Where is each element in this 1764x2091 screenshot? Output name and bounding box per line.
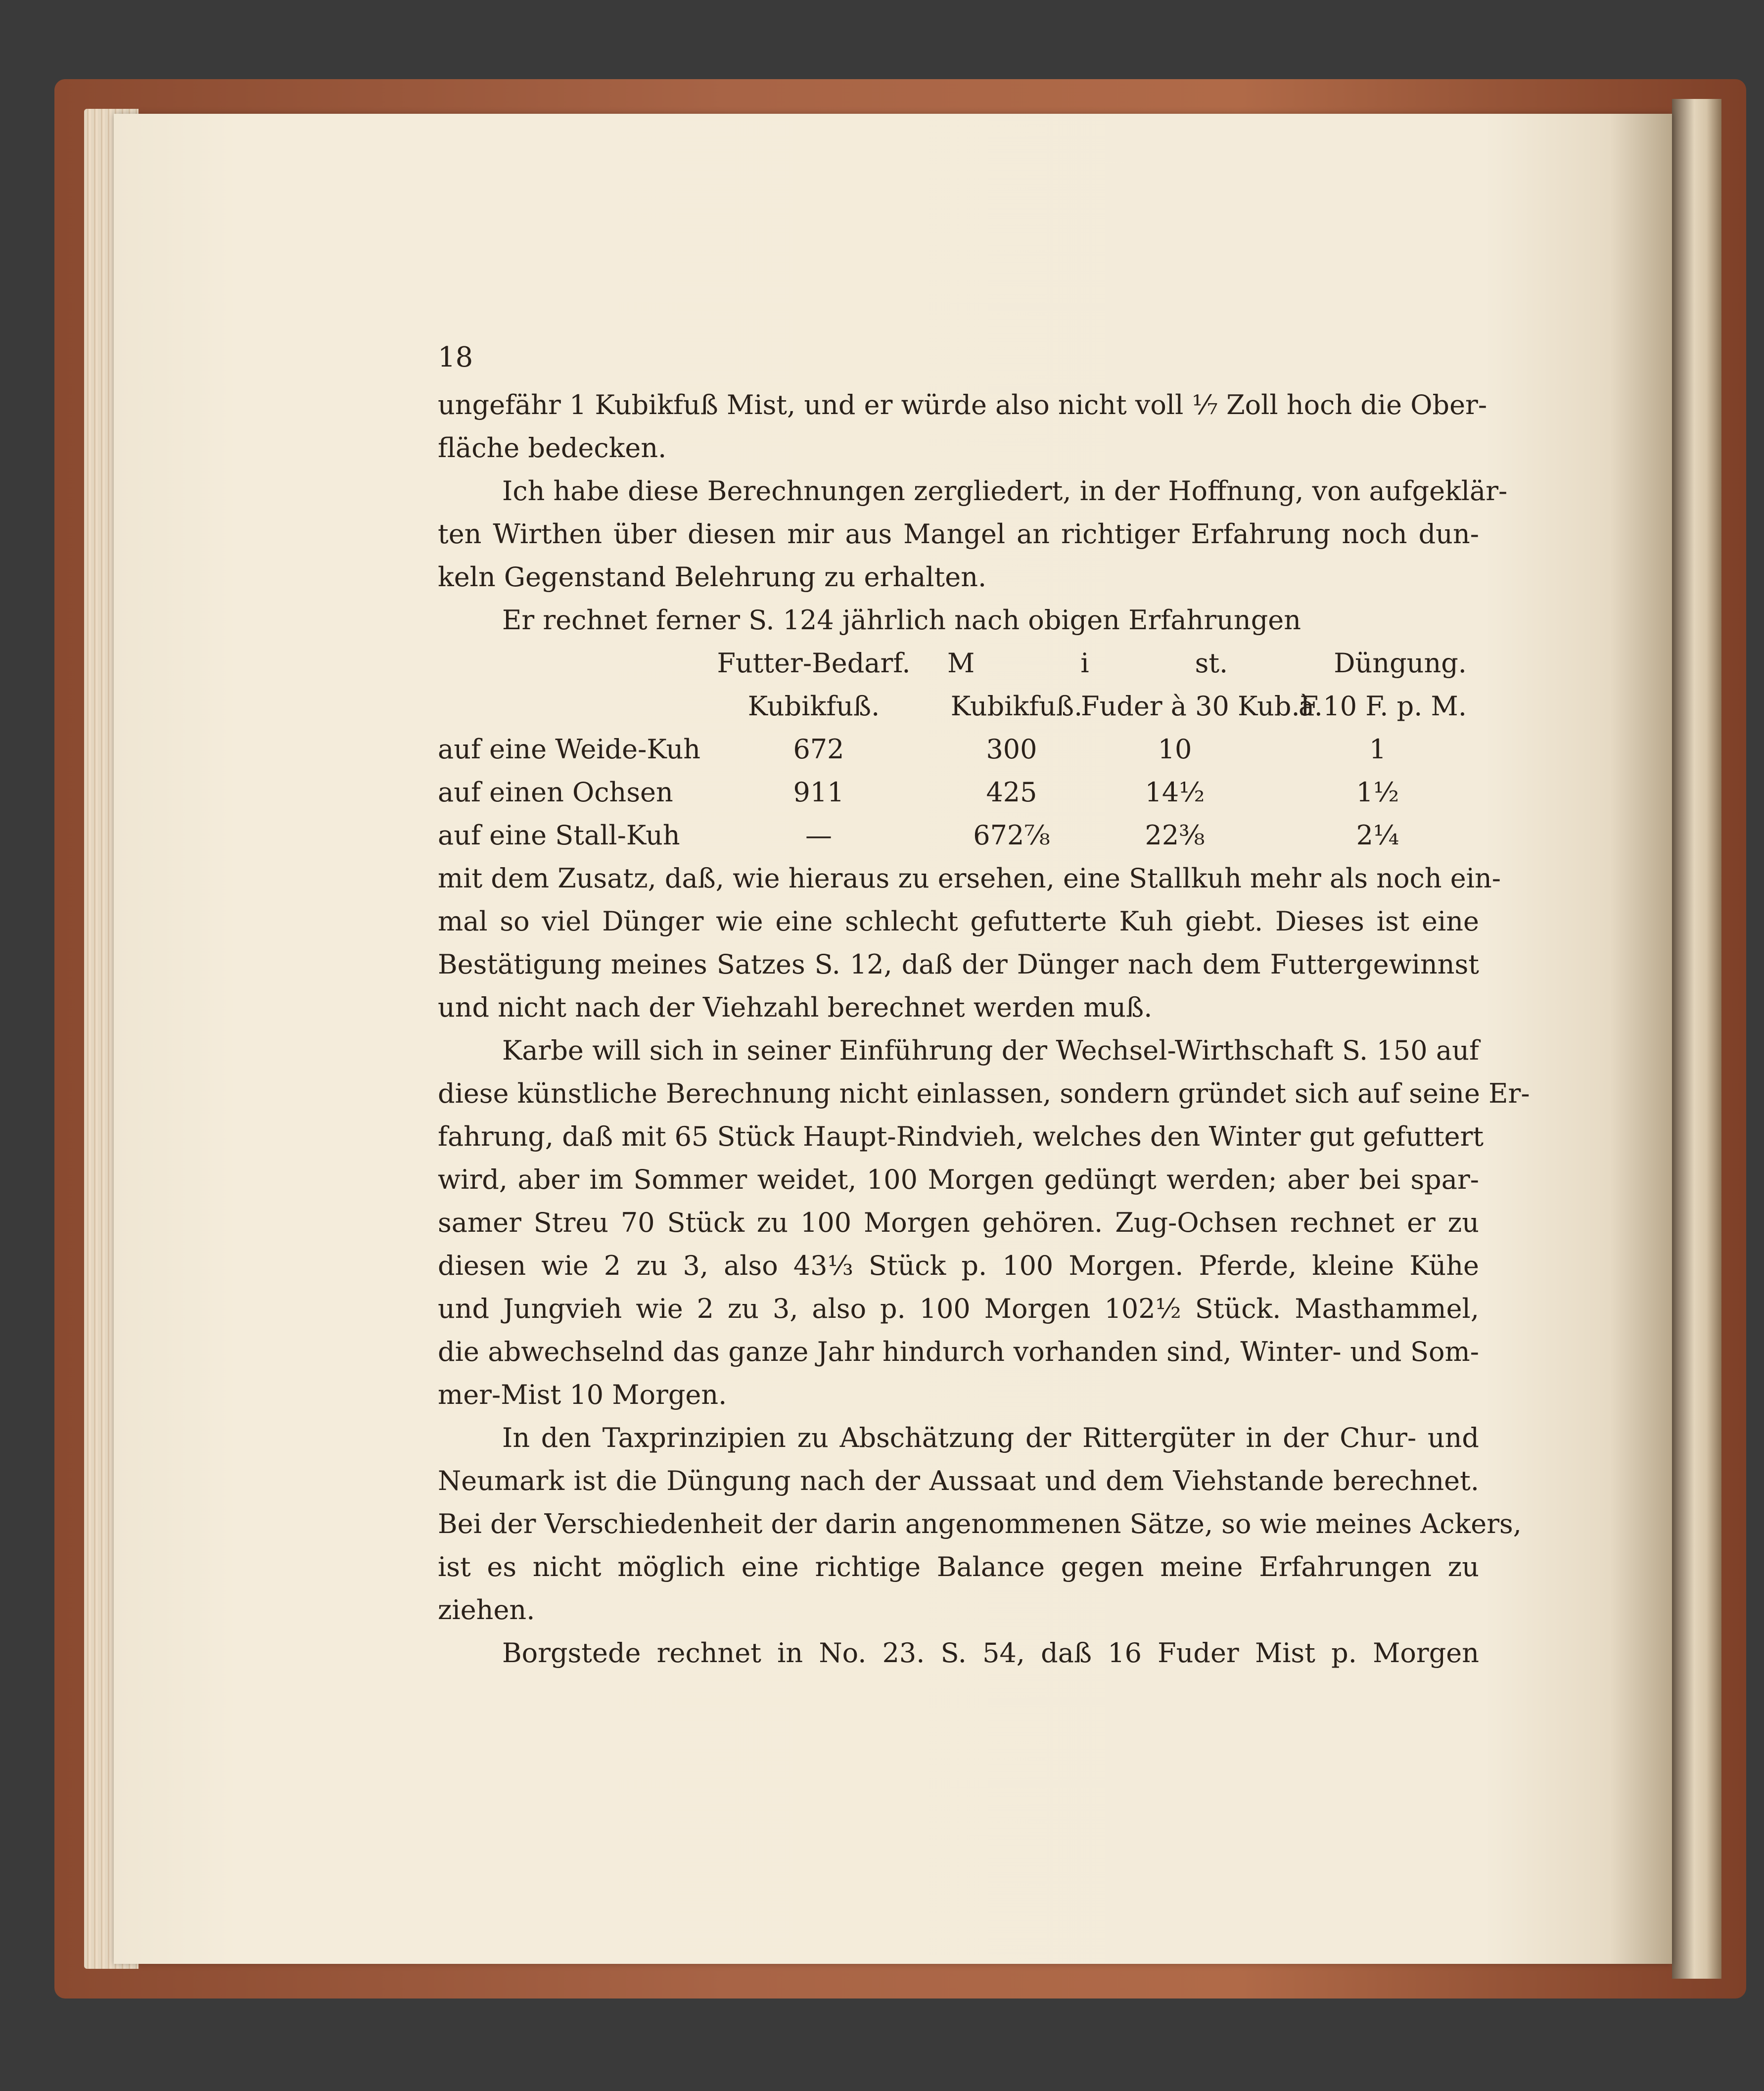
col-mist-m: M [947, 648, 975, 679]
text-line: ziehen. [438, 1594, 535, 1626]
cell-duengung: 1 [1369, 734, 1387, 765]
text-line: die abwechselnd das ganze Jahr hindurch vorhanden sind, Winter- und Som- [438, 1336, 1479, 1367]
cell-fuder: 14½ [1145, 777, 1205, 808]
text-line: Karbe will sich in seiner Einführung der Wechsel-Wirthschaft S. 150 auf [502, 1035, 1479, 1066]
text-line: Bestätigung meines Satzes S. 12, daß der Dünger nach dem Futtergewinnst [438, 949, 1479, 980]
text-line: wird, aber im Sommer weidet, 100 Morgen gedüngt werden; aber bei spar- [438, 1164, 1479, 1195]
unit-duengung: à 10 F. p. M. [1299, 691, 1467, 722]
text-line: mer-Mist 10 Morgen. [438, 1379, 727, 1410]
text-line: mit dem Zusatz, daß, wie hieraus zu ersehen, eine Stallkuh mehr als noch ein- [438, 863, 1501, 894]
text-line: samer Streu 70 Stück zu 100 Morgen gehören. Zug-Ochsen rechnet er zu [438, 1207, 1479, 1238]
text-line: ist es nicht möglich eine richtige Balance gegen meine Erfahrungen zu [438, 1551, 1479, 1582]
cell-fuder: 10 [1158, 734, 1192, 765]
text-line: Ich habe diese Berechnungen zergliedert, in der Hoffnung, von aufgeklär- [502, 475, 1508, 507]
text-line: diese künstliche Berechnung nicht einlassen, sondern gründet sich auf seine Er- [438, 1078, 1530, 1109]
text-line: ten Wirthen über diesen mir aus Mangel an richtiger Erfahrung noch dun- [438, 518, 1479, 550]
cell-futter: 672 [793, 734, 844, 765]
text-line: Bei der Verschiedenheit der darin angenommenen Sätze, so wie meines Ackers, [438, 1508, 1522, 1539]
unit-fuder: Fuder à 30 Kub.F. [1081, 691, 1323, 722]
table-row [438, 814, 1479, 857]
cell-futter: 911 [793, 777, 844, 808]
table-header-1 [438, 642, 1479, 685]
cell-futter: — [805, 820, 832, 851]
row-label: auf eine Stall-Kuh [438, 820, 680, 851]
text-line: Neumark ist die Düngung nach der Aussaat und dem Viehstande berechnet. [438, 1465, 1479, 1496]
text-line: ungefähr 1 Kubikfuß Mist, und er würde also nicht voll ⅐ Zoll hoch die Ober- [438, 389, 1487, 420]
table-row [438, 771, 1479, 814]
text-line: Borgstede rechnet in No. 23. S. 54, daß 16 Fuder Mist p. Morgen [502, 1637, 1479, 1669]
col-mist-i: i [1080, 648, 1089, 679]
page-number: 18 [438, 341, 473, 373]
text-line: keln Gegenstand Belehrung zu erhalten. [438, 561, 987, 593]
text-line: diesen wie 2 zu 3, also 43⅓ Stück p. 100 Morgen. Pferde, kleine Kühe [438, 1250, 1479, 1281]
col-duengung: Düngung. [1334, 648, 1467, 679]
col-mist-st: st. [1195, 648, 1228, 679]
col-mist [937, 642, 1477, 685]
text-line: fläche bedecken. [438, 432, 667, 464]
cell-duengung: 2¼ [1356, 820, 1399, 851]
book-gutter [1672, 99, 1721, 1979]
text-line: und Jungvieh wie 2 zu 3, also p. 100 Morgen 102½ Stück. Masthammel, [438, 1293, 1479, 1324]
cell-mist-kf: 300 [986, 734, 1037, 765]
unit-kubikfuss-2: Kubikfuß. [950, 691, 1083, 722]
row-label: auf einen Ochsen [438, 777, 673, 808]
text-line: fahrung, daß mit 65 Stück Haupt-Rindvieh, welches den Winter gut gefuttert [438, 1121, 1484, 1152]
text-line: mal so viel Dünger wie eine schlecht gefutterte Kuh giebt. Dieses ist eine [438, 906, 1479, 937]
table-row [438, 728, 1479, 771]
text-line: und nicht nach der Viehzahl berechnet werden muß. [438, 992, 1153, 1023]
page-text [438, 383, 1530, 1674]
cell-duengung: 1½ [1356, 777, 1399, 808]
text-line: Er rechnet ferner S. 124 jährlich nach obigen Erfahrungen [502, 604, 1301, 636]
text-line: In den Taxprinzipien zu Abschätzung der Rittergüter in der Chur- und [502, 1422, 1479, 1453]
cell-mist-kf: 672⅞ [973, 820, 1050, 851]
col-futter-bedarf: Futter-Bedarf. [717, 648, 911, 679]
row-label: auf eine Weide-Kuh [438, 734, 701, 765]
cell-fuder: 22⅜ [1145, 820, 1205, 851]
cell-mist-kf: 425 [986, 777, 1037, 808]
table-header-2 [438, 685, 1479, 728]
unit-kubikfuss-1: Kubikfuß. [747, 691, 880, 722]
